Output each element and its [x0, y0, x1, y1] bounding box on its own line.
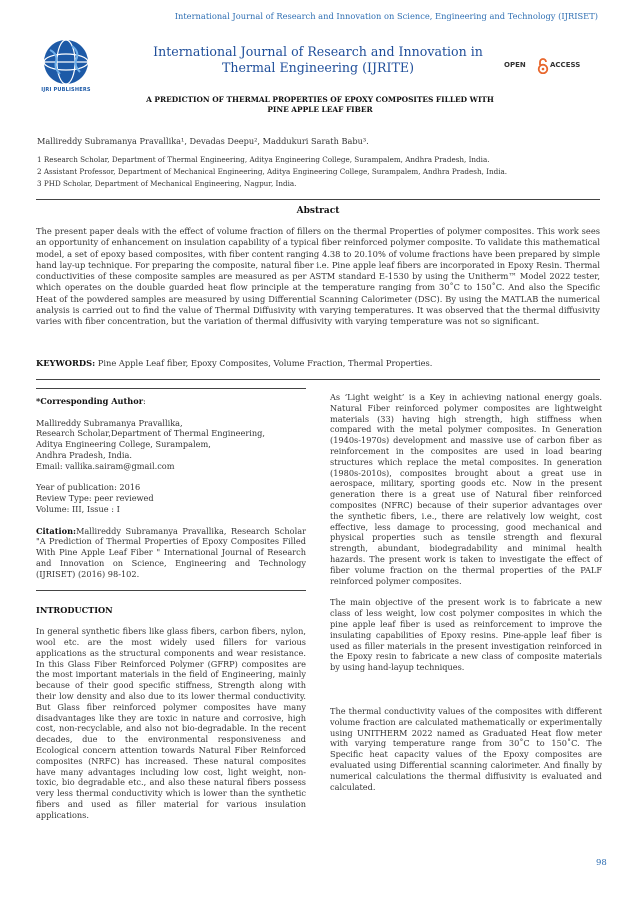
affiliation-3: 3 PHD Scholar, Department of Mechanical Engineering, Nagpur, India.: [37, 179, 297, 188]
corresponding-position: Research Scholar,Department of Thermal Engineering,: [36, 428, 265, 439]
corresponding-state: Andhra Pradesh, India.: [36, 449, 133, 460]
citation: Citation:Mallireddy Subramanya Pravallika, Research Scholar "A Prediction of Thermal Properties of Epoxy Composites Filled With Pine Apple Leaf Fiber " International Journal of Research and Innovation on Science, Engineering and Technology (IJRISET) (2016) 98-102.: [36, 525, 306, 579]
abstract-body: The present paper deals with the effect of volume fraction of fillers on the thermal Properties of polymer composites. This work sees an opportunity of enhancement on insulation capability of a typical fiber reinforced polymer composite. To validate this mathematical model, a set of epoxy based composites, with fiber content ranging 4.38 to 20.10% of volume fractions have been prepared by simple hand lay-up technique. For preparing the composite, natural fiber i.e. Pine apple leaf fibers are incorporated in Epoxy Resin. Thermal conductivities of these composite samples are measured as per ASTM standard E-1530 by using the Unitherm™ Model 2022 tester, which operates on the double guarded heat flow principle at the temperature ranging from 30˚C to 150˚C. And also the Specific Heat of the powdered samples are measured by using Differential Scanning Calorimeter (DSC). By using the MATLAB the numerical analysis is carried out to find the value of Thermal Diffusivity with varying temperatures. It was observed that the thermal diffusivity varies with fiber concentration, but the variation of thermal diffusivity with varying temperature was not so significant.: [36, 226, 600, 327]
logo-caption: IJRI PUBLISHERS: [41, 87, 91, 93]
body-paragraph: The main objective of the present work is to fabricate a new class of less weight, low cost polymer composites in which the pine apple leaf fiber is used as reinforcement to improve the insulating capabilities of Epoxy resins. Pine-apple leaf fiber is used as filler materials in the present investigation reinforced in the Epoxy resin to fabricate a new class of composite materials by using hand-layup techniques.: [330, 597, 602, 673]
corresponding-author-label: *Corresponding Author:: [36, 396, 146, 406]
abstract-heading: Abstract: [296, 206, 340, 216]
corresponding-name: Mallireddy Subramanya Pravallika,: [36, 417, 183, 428]
corresponding-email: Email: vallika.sairam@gmail.com: [36, 460, 175, 471]
divider: [36, 379, 600, 380]
introduction-heading: INTRODUCTION: [36, 604, 113, 615]
keywords: KEYWORDS: Pine Apple Leaf fiber, Epoxy Composites, Volume Fraction, Thermal Properties.: [36, 358, 433, 368]
publication-year: Year of publication: 2016: [36, 482, 141, 493]
corresponding-college: Aditya Engineering College, Surampalem,: [36, 439, 211, 450]
volume-issue: Volume: III, Issue : I: [36, 503, 120, 514]
author-list: Mallireddy Subramanya Pravallika¹, Devadas Deepu², Maddukuri Sarath Babu³.: [37, 136, 369, 146]
left-column: [36, 388, 306, 820]
open-access-badge: OPEN ACCESS: [504, 58, 594, 74]
introduction-body: In general synthetic fibers like glass fibers, carbon fibers, nylon, wool etc. are the most widely used fillers for various applications as the structural components and wear resistance. In this Glass Fiber Reinforced Polymer (GFRP) composites are the most important materials in the field of Engineering, mainly because of their good specific stiffness, Strength along with their low density and also due to its lower thermal conductivity. But Glass fiber reinforced polymer composites have many disadvantages like they are toxic in nature and corrosive, high cost, non-recyclable, and also not bio-degradable. In the recent decades, due to the environmental responsiveness and Ecological concern attention towards Natural Fiber Reinforced composites (NRFC) has increased. These natural composites have many advantages including low cost, light weight, non-toxic, bio degradable etc., and also these natural fibers possess very less thermal conductivity which is lower than the synthetic fibers and used as filler material for various insulation applications.: [36, 626, 306, 820]
right-column: [330, 392, 602, 803]
affiliation-2: 2 Assistant Professor, Department of Mechanical Engineering, Aditya Engineering College, Surampalem, Andhra Pradesh, India.: [37, 167, 508, 176]
divider: [36, 199, 600, 200]
affiliation-1: 1 Research Scholar, Department of Thermal Engineering, Aditya Engineering College, Surampalem, Andhra Pradesh, India.: [37, 155, 490, 164]
paper-title: A PREDICTION OF THERMAL PROPERTIES OF EPOXY COMPOSITES FILLED WITH PINE APPLE LEAF FIBER: [146, 95, 494, 114]
body-paragraph: As ‘Light weight’ is a Key in achieving national energy goals. Natural Fiber reinforced polymer composites are lightweight materials (33) having high strength, high stiffness when compared with the metal polymer composites. In Generation (1940s-1970s) development and massive use of carbon fiber as reinforcement in the composites are used in load bearing structures which replace the metal composites. In generation (1980s-2010s), composites brought about a great use in aerospace, military, sporting goods etc. Now in the present generation there is a great use of Natural fiber reinforced composites (NFRC) because of their superior advantages over the synthetic fibers, i.e., there are relatively low weight, cost effective, less damage to processing, good mechanical and physical properties such as tensile strength and flexural strength, abundant, biodegradability and minimal health hazards. The present work is taken to investigate the effect of fiber volume fraction on the thermal properties of the PALF reinforced polymer composites.: [330, 392, 602, 586]
journal-title: International Journal of Research and Innovation in Thermal Engineering (IJRITE): [153, 44, 483, 75]
running-header: International Journal of Research and Innovation on Science, Engineering and Technology (IJRISET): [174, 11, 598, 21]
open-lock-icon: [536, 58, 550, 74]
page-number: 98: [596, 858, 607, 868]
body-paragraph: The thermal conductivity values of the composites with different volume fraction are calculated mathematically or experimentally using UNITHERM 2022 named as Graduated Heat flow meter with varying temperature range from 30˚C to 150˚C. The Specific heat capacity values of the Epoxy composites are evaluated using Differential scanning calorimeter. And finally by numerical calculations the thermal diffusivity is evaluated and calculated.: [330, 705, 602, 792]
review-type: Review Type: peer reviewed: [36, 493, 154, 504]
